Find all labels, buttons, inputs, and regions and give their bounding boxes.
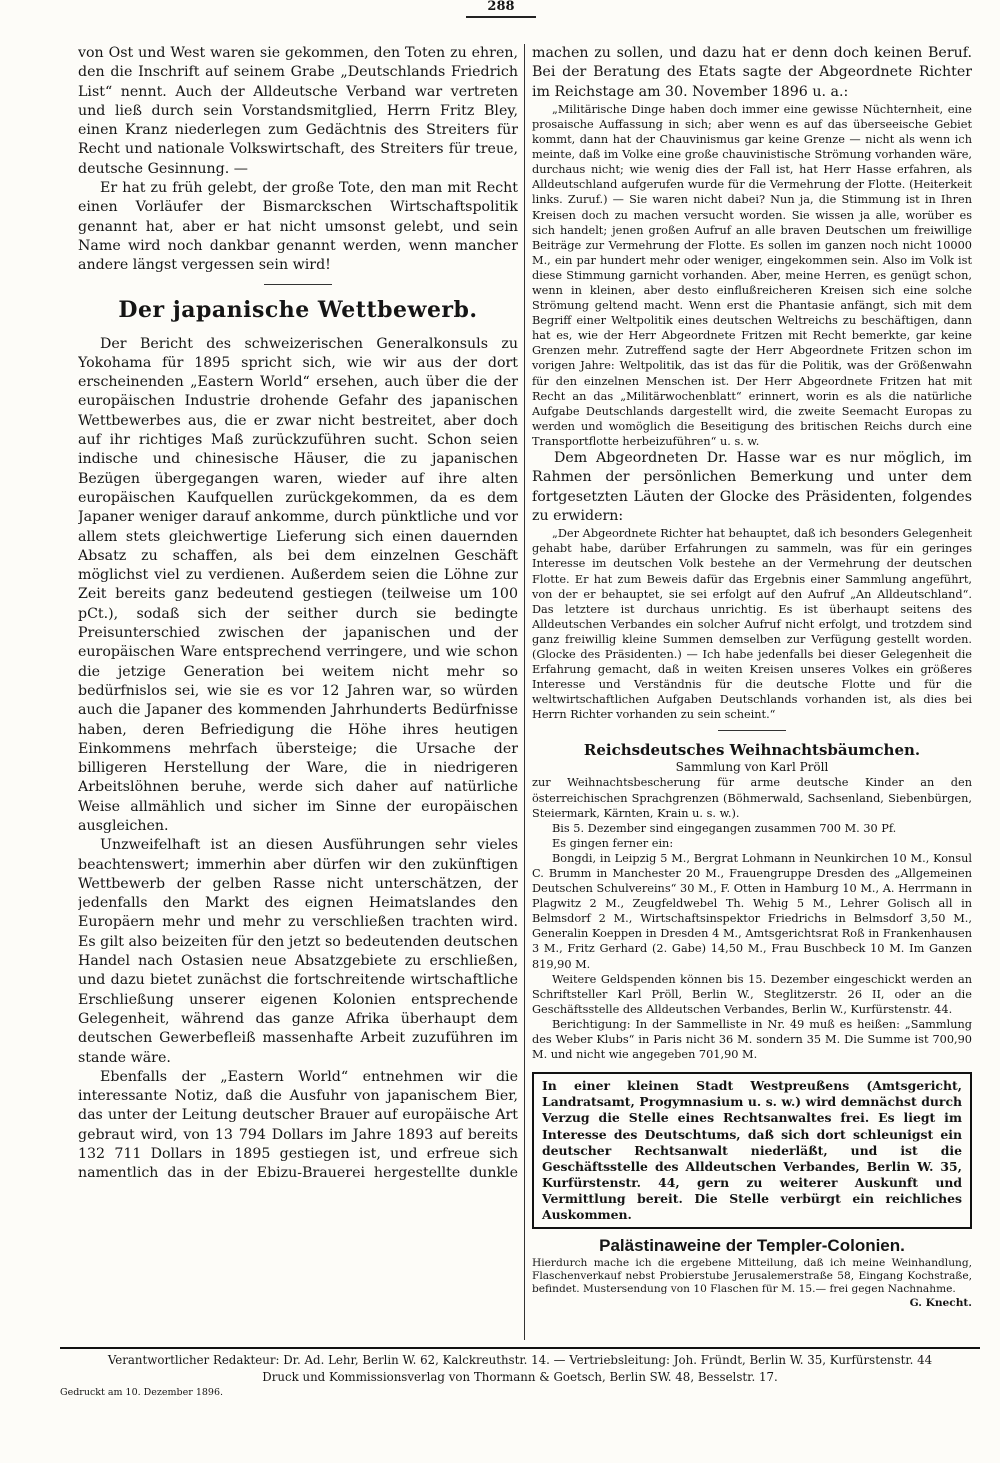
japan-paragraph-1: Der Bericht des schweizerischen Generalkonsuls zu Yokohama für 1895 spricht sich, wie wir aus der dort erscheinenden „Eastern World“ ersehen, auch über die der europäischen Industrie drohende Gefahr des japanischen Wettbewerbes aus, die er zwar nicht bestreitet, aber doch auf ihr richtiges Maß zurückzuführen sucht. Schon seien indische und chinesische Häuser, die zu japanischen Bezügen übergegangen waren, wieder auf ihre alten europäischen Kaufquellen zurückgekommen, da es dem Japaner weniger darauf ankomme, durch pünktliche und vor allem stets gleichwertige Lieferung sich einen dauernden Absatz zu schaffen, als bei dem einzelnen Geschäft möglichst viel zu verdienen. Außerdem seien die Löhne zur Zeit bereits ganz bedeutend gestiegen (teilweise um 100 pCt.), sodaß sich der seither durch sie bedingte Preisunterschied zwischen der japanischen und der europäischen Ware entsprechend verringere, und wie schon die jetzige Generation bei weitem nicht mehr so bedürfnislos sei, wie sie es vor 12 Jahren war, so würden auch die Japaner des kommenden Jahrhunderts Bedürfnisse haben, deren Befriedigung die Höhe ihres heutigen Einkommens mehrfach übersteige; die Ursache der billigeren Herstellung der Ware, die in niedrigeren Arbeitslöhnen beruhe, werde sich daher auf natürliche Weise allmählich und sicher im Sinne der europäischen ausgleichen. [78, 335, 518, 834]
weihnachtsbaum-further-donations: Weitere Geldspenden können bis 15. Dezember eingeschickt werden an Schriftsteller Karl Pröll, Berlin W., Steglitzerstr. 26 II, oder an die Geschäftsstelle des Alldeutschen Verbandes, Berlin W., Kurfürstenstr. 44. [532, 972, 972, 1016]
printed-date: Gedruckt am 10. Dezember 1896. [60, 1387, 224, 1398]
weihnachtsbaum-correction: Berichtigung: In der Sammelliste in Nr. 49 muß es heißen: „Sammlung des Weber Klubs“ in Paris nicht 36 M. sondern 35 M. Die Summe ist 700,90 M. und nicht wie angegeben 701,90 M. [532, 1017, 972, 1062]
right-column [532, 44, 972, 1340]
ad-text: Hierdurch mache ich die ergebene Mitteilung, daß ich meine Weinhandlung, Flaschenverkauf nebst Probierstube Jerusalemerstraße 58, Eingang Kochstraße, befindet. Mustersendung von 10 Flaschen für M. 15.— frei gegen Nachnahme. [532, 1257, 972, 1296]
imprint-line-1: Verantwortlicher Redakteur: Dr. Ad. Lehr, Berlin W. 62, Kalckreuthstr. 14. — Vertriebsleitung: Joh. Fründt, Berlin W. 35, Kurfürstenstr. 44 [107, 1353, 933, 1367]
imprint-footer [60, 1352, 980, 1386]
left-column [78, 44, 518, 1186]
weihnachtsbaum-heading: Reichsdeutsches Weihnachtsbäumchen. [583, 741, 921, 760]
column-divider [524, 44, 525, 1340]
ad-title: Palästinaweine der Templer-Colonien. [599, 1236, 905, 1256]
separator-rule [264, 284, 332, 285]
weihnachtsbaum-purpose: zur Weihnachtsbescherung für arme deutsche Kinder an den österreichischen Sprachgrenzen (Böhmerwald, Sachsenland, Siebenbürgen, Steiermark, Kärnten, Krain u. s. w.). [532, 776, 972, 820]
ad-signature: G. Knecht. [909, 1296, 972, 1309]
wine-advertisement [532, 1235, 972, 1310]
list-tribute-paragraph: Er hat zu früh gelebt, der große Tote, den man mit Recht einen Vorläufer der Bismarckschen Wirtschaftspolitik genannt hat, aber er hat nicht umsonst gelebt, und sein Name wird noch dankbar genannt werden, wenn mancher andere längst vergessen sein wird! [78, 180, 518, 274]
notice-text: In einer kleinen Stadt Westpreußens (Amtsgericht, Landratsamt, Progymnasium u. s. w.) wird demnächst durch Verzug die Stelle eines Rechtsanwaltes frei. Es liegt im Interesse des Deutschtums, daß sich dort schleunigst ein deutscher Rechtsanwalt niederläßt, und ist die Geschäftsstelle des Alldeutschen Verbandes, Berlin W. 35, Kurfürstenstr. 44, gern zu weiterer Auskunft und Vermittlung bereit. Die Stelle verbürgt ein reichliches Auskommen. [542, 1078, 962, 1222]
weihnachtsbaum-donor-list: Bongdi, in Leipzig 5 M., Bergrat Lohmann in Neunkirchen 10 M., Konsul C. Brumm in Manchester 20 M., Frauengruppe Dresden des „Allgemeinen Deutschen Schulvereins“ 30 M., F. Otten in Hamburg 10 M., A. Herrmann in Plagwitz 2 M., Zeugfeldwebel Th. Wehig 5 M., Lehrer Golisch all in Belmsdorf 2 M., Wirtschaftsinspektor Friedrichs in Belmsdorf 3,50 M., Generalin Koeppen in Dresden 4 M., Amtsgerichtsrat Roß in Frankenhausen 3 M., Fritz Gerhard (2. Gabe) 14,50 M., Frau Buschbeck 10 M. Im Ganzen 819,90 M. [532, 851, 972, 971]
page-number: 288 [466, 0, 536, 18]
intro-paragraph: von Ost und West waren sie gekommen, den Toten zu ehren, den die Inschrift auf seinem Grabe „Deutschlands Friedrich List“ nennt. Auch der Alldeutsche Verband war vertreten und ließ durch sein Vorstandsmitglied, Herrn Fritz Bley, einen Kranz niederlegen zum Gedächtnis des Streiters für Recht und nationale Volkswirtschaft, des Streiters für treue, deutsche Gesinnung. — [78, 45, 518, 177]
footer-rule [60, 1347, 980, 1349]
japan-paragraph-2: Unzweifelhaft ist an diesen Ausführungen sehr vieles beachtenswert; immerhin aber dürfen wir den zukünftigen Wettbewerb der gelben Rasse nicht unterschätzen, der jedenfalls den Markt des eignen Heimatslandes den Europäern mehr und mehr zu verschließen trachten wird. Es gilt also beizeiten für den jetzt so bedeutenden deutschen Handel nach Ostasien neue Absatzgebiete zu erschließen, und dazu bietet zunächst die fortschreitende wirtschaftliche Erschließung unserer eigenen Kolonien entsprechende Gelegenheit, während das ganze Afrika überhaupt dem deutschen Gewerbefleiß massenhafte Arbeit zuzuführen im stande wäre. [78, 837, 518, 1066]
richter-quote: „Militärische Dinge haben doch immer eine gewisse Nüchternheit, eine prosaische Auffassung in sich; aber wenn es auf das überseeische Gebiet kommt, dann hat der Chauvinismus gar keine Grenze — nicht als wenn ich meinte, daß im Volke eine große chauvinistische Strömung vorhanden wäre, durchaus nicht; wie wenig dies der Fall ist, hat Herr Hasse erfahren, als Alldeutschland aufgerufen wurde für die Vermehrung der Flotte. (Heiterkeit links. Zuruf.) — Sie waren nicht dabei? Nun ja, die Stimmung ist in Ihren Kreisen doch zu machen versucht worden. Sie wissen ja alle, worüber es sich handelt; jenen großen Aufruf an alle braven Deutschen um freiwillige Beiträge zur Vermehrung der Flotte. Es sollen im ganzen noch nicht 10000 M., ein par hundert mehr oder weniger, eingekommen sein. Also im Volk ist diese Stimmung garnicht vorhanden. Aber, meine Herren, es genügt schon, wenn in kleinen, aber desto einflußreicheren Kreisen sich eine solche Strömung geltend macht. Wenn erst die Phantasie anfängt, sich mit dem Begriff einer Weltpolitik eines deutschen Weltreichs zu beschäftigen, dann hat es, wie der Herr Abgeordnete Fritzen mit Recht bemerkte, gar keine Grenzen mehr. Zutreffend sagte der Herr Abgeordnete Fritzen schon im vorigen Jahre: Weltpolitik, das ist das für die Politik, was der Größenwahn für den einzelnen Menschen ist. Der Herr Abgeordnete Fritzen hat mit Recht an das „Militärwochenblatt“ erinnert, worin es als die natürliche Aufgabe Deutschlands dargestellt wird, die zweite Seemacht Europas zu werden und womöglich die Beseitigung des britischen Reichs durch eine Transportflotte herbeizuführen“ u. s. w. [532, 102, 972, 448]
notice-box [532, 1072, 972, 1229]
weihnachtsbaum-total: Bis 5. Dezember sind eingegangen zusammen 700 M. 30 Pf. [552, 821, 897, 835]
hasse-quote: „Der Abgeordnete Richter hat behauptet, daß ich besonders Gelegenheit gehabt habe, darüber Erfahrungen zu sammeln, was für ein geringes Interesse im deutschen Volk bestehe an der Vermehrung der deutschen Flotte. Er hat zum Beweis dafür das Ergebnis einer Sammlung angeführt, von der er behauptet, sie sei erfolgt auf den Aufruf „An Alldeutschland“. Das letztere ist durchaus unrichtig. Es ist überhaupt seitens des Alldeutschen Verbandes ein solcher Aufruf nicht erfolgt, und trotzdem sind ganz freiwillig kleine Summen demselben zur Verfügung gestellt worden. (Glocke des Präsidenten.) — Ich habe jedenfalls bei dieser Gelegenheit die Erfahrung gemacht, daß in weiten Kreisen unseres Volkes ein größeres Interesse und Verständnis für die deutsche Flotte und für die weltwirtschaftlichen Aufgaben Deutschlands vorhanden ist, als dies bei Herrn Richter vorhanden zu sein scheint.“ [532, 527, 972, 722]
weihnachtsbaum-received-label: Es gingen ferner ein: [552, 836, 674, 850]
separator-rule [718, 730, 786, 731]
flotte-continuation: machen zu sollen, und dazu hat er denn doch keinen Beruf. Bei der Beratung des Etats sagte der Abgeordnete Richter im Reichstage am 30. November 1896 u. a.: [532, 45, 972, 100]
article-heading-japan: Der japanische Wettbewerb. [118, 296, 478, 323]
hasse-intro: Dem Abgeordneten Dr. Hasse war es nur möglich, im Rahmen der persönlichen Bemerkung und unter dem fortgesetzten Läuten der Glocke des Präsidenten, folgendes zu erwidern: [532, 450, 972, 524]
japan-paragraph-3: Ebenfalls der „Eastern World“ entnehmen wir die interessante Notiz, daß die Ausfuhr von japanischem Bier, das unter der Leitung deutscher Brauer auf europäische Art gebraut wird, von 13 794 Dollars im Jahre 1893 auf bereits 132 711 Dollars in 1895 gestiegen ist, und erfreue sich namentlich das in der Ebizu-Brauerei hergestellte dunkle [78, 1068, 518, 1182]
weihnachtsbaum-subheading: Sammlung von Karl Pröll [675, 760, 829, 775]
imprint-line-2: Druck und Kommissionsverlag von Thormann & Goetsch, Berlin SW. 48, Besselstr. 17. [262, 1370, 778, 1384]
